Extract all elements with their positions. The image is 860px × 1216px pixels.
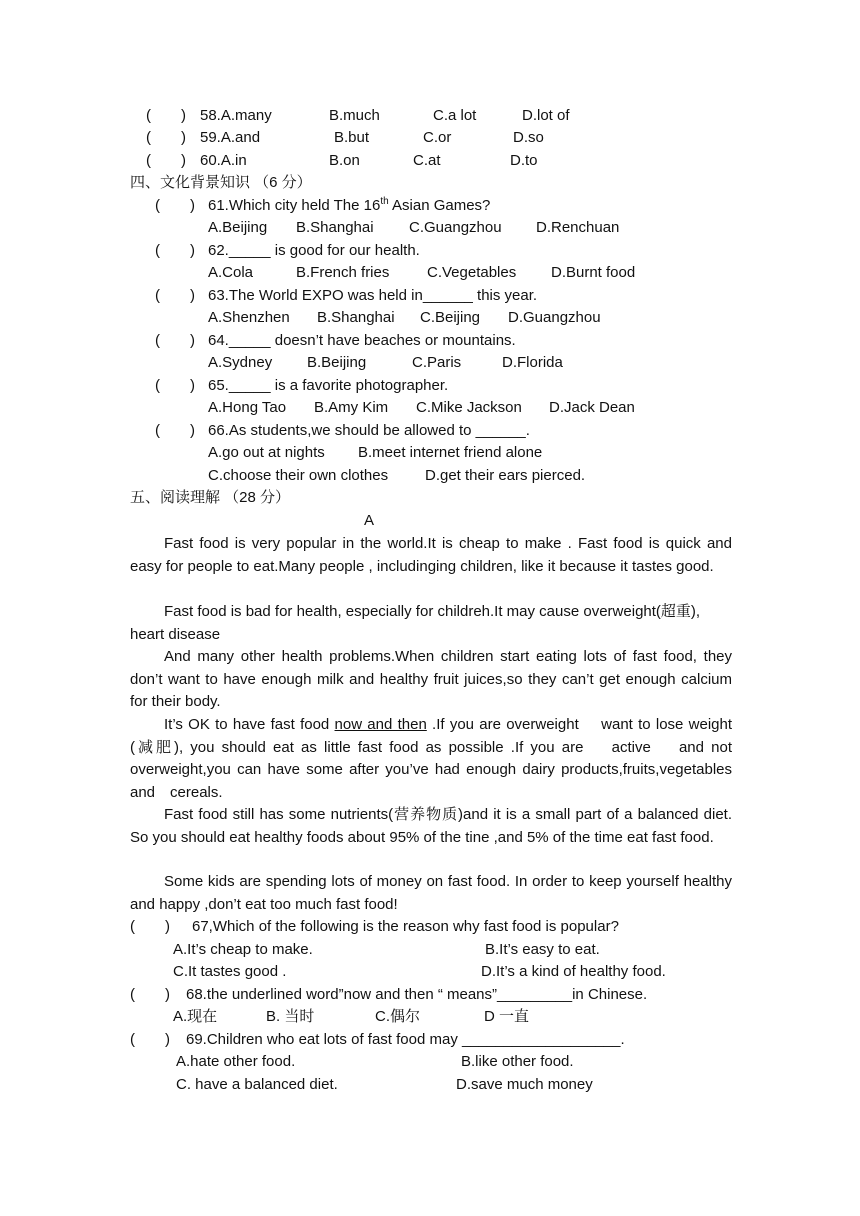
option-b: B.much (329, 107, 380, 124)
option-d: D.It’s a kind of healthy food. (481, 963, 666, 980)
answer-bracket: ( ) (146, 129, 186, 146)
question-stem: 68.the underlined word”now and then “ means”_________in Chinese. (186, 986, 648, 1003)
option-d: D.save much money (456, 1076, 593, 1093)
answer-bracket: ( ) (130, 1031, 170, 1048)
passage-paragraph-1: Fast food is very popular in the world.It is cheap to make . Fast food is quick and easy for people to eat.Many people , includinging children, like it because it tastes good. (130, 535, 732, 575)
option-c: C.or (423, 129, 452, 146)
option-a: A.Sydney (208, 354, 273, 371)
passage-label: A (364, 512, 375, 529)
option-a: A.go out at nights (208, 444, 325, 461)
passage-paragraph-4: It’s OK to have fast food now and then .If you are overweight want to lose weight (减肥), you should eat as little fast food as possible .If you are active and not overweight,you can have some after you’ve had enough dairy products,fruits,vegetables and cereals. (130, 716, 733, 801)
question-stem: 63.The World EXPO was held in______ this year. (208, 287, 538, 304)
passage-paragraph-2: Fast food is bad for health, especially for childreh.It may cause overweight(超重), heart disease (130, 603, 701, 643)
option-c: C.a lot (433, 107, 477, 124)
option-c: C. have a balanced diet. (176, 1076, 338, 1093)
answer-bracket: ( ) (130, 986, 170, 1003)
option-d: D.to (510, 152, 538, 169)
section-5-heading: 五、阅读理解 （28 分） (130, 489, 291, 506)
option-b: B.meet internet friend alone (358, 444, 543, 461)
option-a: A.Beijing (208, 219, 268, 236)
option-b: B.like other food. (461, 1053, 574, 1070)
option-d: D 一直 (484, 1008, 530, 1025)
option-a: 60.A.in (200, 152, 247, 169)
option-b: B.It’s easy to eat. (485, 941, 600, 958)
option-c: C.Beijing (420, 309, 481, 326)
option-c: C.偶尔 (375, 1008, 421, 1025)
answer-bracket: ( ) (155, 377, 195, 394)
option-a: A.现在 (173, 1008, 218, 1025)
answer-bracket: ( ) (155, 332, 195, 349)
answer-bracket: ( ) (155, 422, 195, 439)
question-stem: 64._____ doesn’t have beaches or mountains. (208, 332, 516, 349)
option-d: D.lot of (522, 107, 570, 124)
option-c: C.Mike Jackson (416, 399, 522, 416)
question-stem: 67,Which of the following is the reason why fast food is popular? (192, 918, 619, 935)
answer-bracket: ( ) (146, 152, 186, 169)
option-b: B.Shanghai (296, 219, 374, 236)
option-d: D.Burnt food (551, 264, 636, 281)
option-a: 59.A.and (200, 129, 261, 146)
option-b: B. 当时 (266, 1008, 315, 1025)
option-c: C.at (413, 152, 441, 169)
option-c: C.Paris (412, 354, 462, 371)
option-a: A.Cola (208, 264, 254, 281)
option-c: C.It tastes good . (173, 963, 287, 980)
passage-paragraph-3: And many other health problems.When children start eating lots of fast food, they don’t want to have enough milk and healthy fruit juices,so they can’t get enough calcium for their body. (130, 648, 732, 710)
answer-bracket: ( ) (155, 242, 195, 259)
question-stem: 65._____ is a favorite photographer. (208, 377, 449, 394)
question-stem: 66.As students,we should be allowed to ______. (208, 422, 530, 439)
option-d: D.get their ears pierced. (425, 467, 586, 484)
option-c: C.Guangzhou (409, 219, 502, 236)
option-b: B.Amy Kim (314, 399, 389, 416)
option-b: B.Shanghai (317, 309, 395, 326)
option-a: 58.A.many (200, 107, 272, 124)
option-c: C.Vegetables (427, 264, 517, 281)
option-b: B.but (334, 129, 370, 146)
option-a: A.hate other food. (176, 1053, 296, 1070)
option-d: D.so (513, 129, 544, 146)
answer-bracket: ( ) (130, 918, 170, 935)
option-b: B.Beijing (307, 354, 367, 371)
passage-paragraph-6: Some kids are spending lots of money on fast food. In order to keep yourself healthy and happy ,don’t eat too much fast food! (130, 873, 748, 913)
underlined-phrase: now and then (334, 716, 427, 733)
passage-paragraph-5: Fast food still has some nutrients(营养物质)and it is a small part of a balanced diet. So you should eat healthy foods about 95% of the tine ,and 5% of the time eat fast food. (130, 806, 732, 846)
answer-bracket: ( ) (155, 287, 195, 304)
option-d: D.Florida (502, 354, 563, 371)
option-a: A.It’s cheap to make. (173, 941, 313, 958)
section-4-heading: 四、文化背景知识 （6 分） (130, 174, 312, 191)
answer-bracket: ( ) (155, 197, 195, 214)
option-c: C.choose their own clothes (208, 467, 389, 484)
option-d: D.Renchuan (536, 219, 620, 236)
option-b: B.on (329, 152, 360, 169)
option-a: A.Hong Tao (208, 399, 287, 416)
option-d: D.Jack Dean (549, 399, 635, 416)
answer-bracket: ( ) (146, 107, 186, 124)
option-d: D.Guangzhou (508, 309, 601, 326)
option-b: B.French fries (296, 264, 390, 281)
question-stem: 61.Which city held The 16th Asian Games? (208, 196, 491, 214)
question-stem: 69.Children who eat lots of fast food may ___________________. (186, 1031, 625, 1048)
question-stem: 62._____ is good for our health. (208, 242, 420, 259)
option-a: A.Shenzhen (208, 309, 290, 326)
